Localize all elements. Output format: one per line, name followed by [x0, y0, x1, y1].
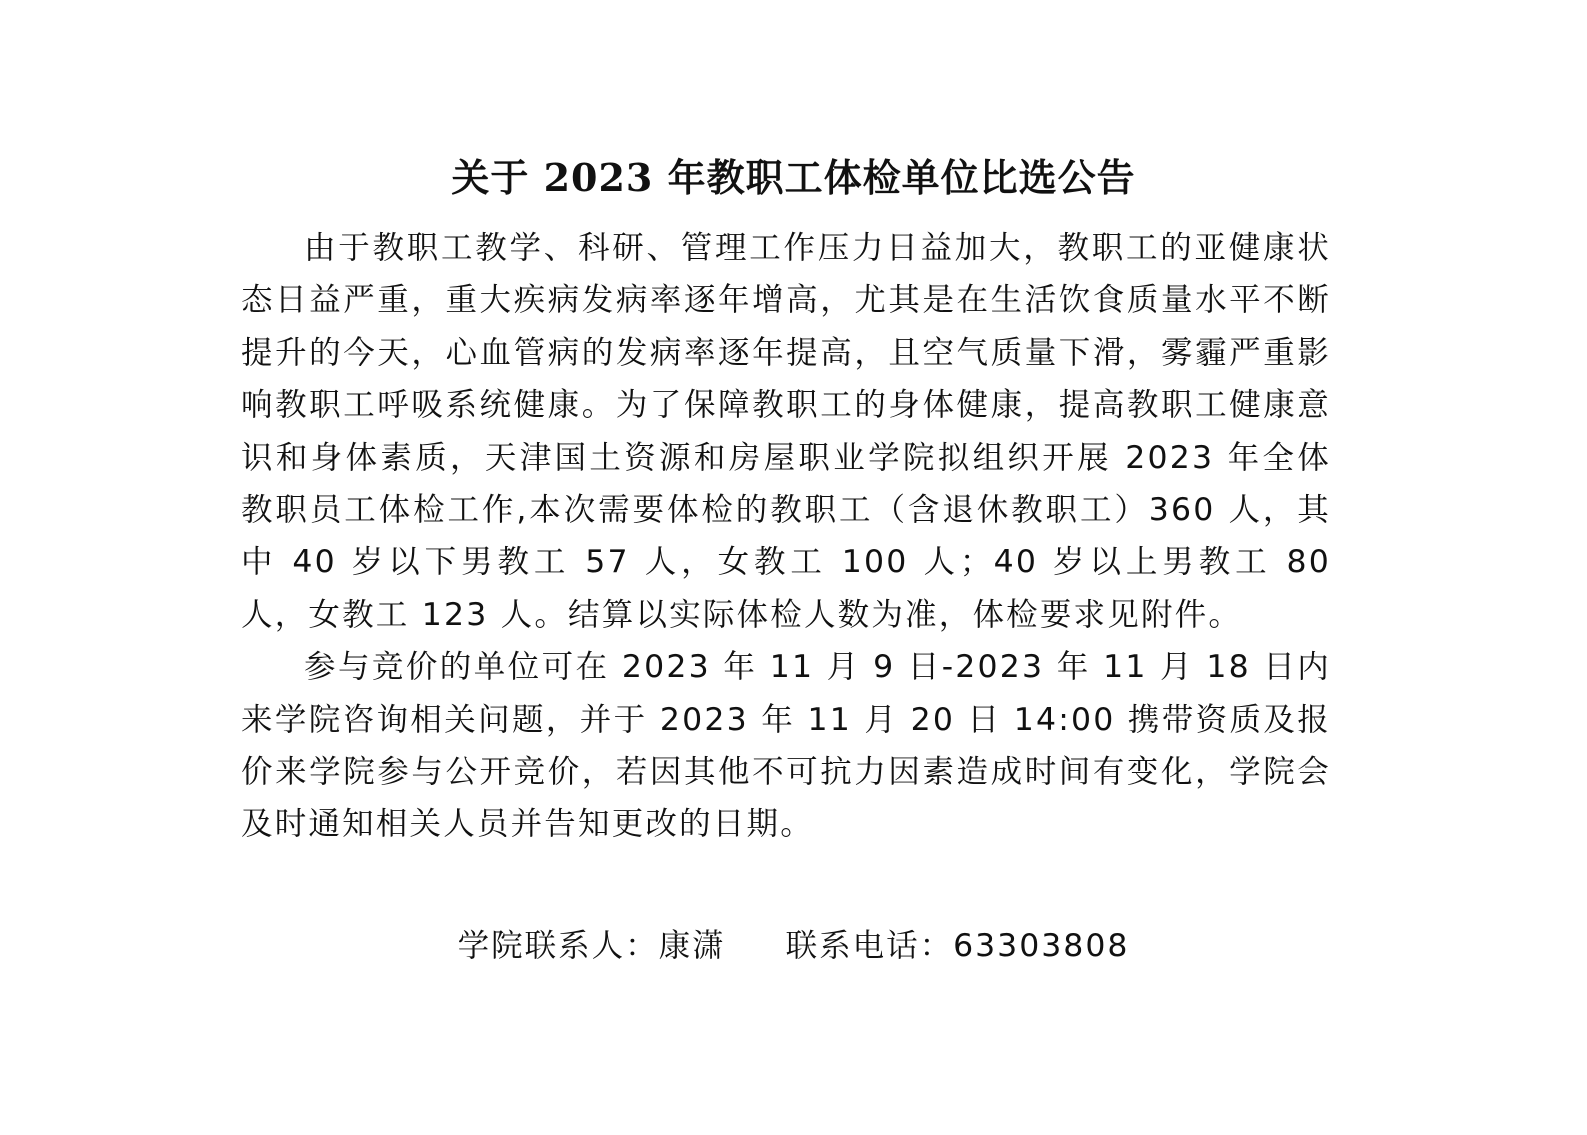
body-paragraph-2: 参与竞价的单位可在 2023 年 11 月 9 日-2023 年 11 月 18 日内来学院咨询相关问题，并于 2023 年 11 月 20 日 14:00 携带资质及报价来学院参与公开竞价，若因其他不可抗力因素造成时间有变化，学院会及时通知相关人员并告知更改的日期。: [241, 649, 1331, 843]
contact-person: 学院联系人：康潇: [457, 928, 726, 964]
document-title: 关于 2023 年教职工体检单位比选公告: [451, 155, 1136, 200]
body-paragraph-1: 由于教职工教学、科研、管理工作压力日益加大，教职工的亚健康状态日益严重，重大疾病发病率逐年增高，尤其是在生活饮食质量水平不断提升的今天，心血管病的发病率逐年提高，且空气质量下滑，雾霾严重影响教职工呼吸系统健康。为了保障教职工的身体健康，提高教职工健康意识和身体素质，天津国土资源和房屋职业学院拟组织开展 2023 年全体教职员工体检工作,本次需要体检的教职工（含退休教职工）360 人，其中 40 岁以下男教工 57 人，女教工 100 人；40 岁以上男教工 80 人，女教工 123 人。结算以实际体检人数为准，体检要求见附件。: [241, 230, 1331, 633]
document-body: [241, 222, 1331, 851]
contact-line: [0, 920, 1587, 972]
contact-phone: 联系电话：63303808: [785, 928, 1130, 964]
